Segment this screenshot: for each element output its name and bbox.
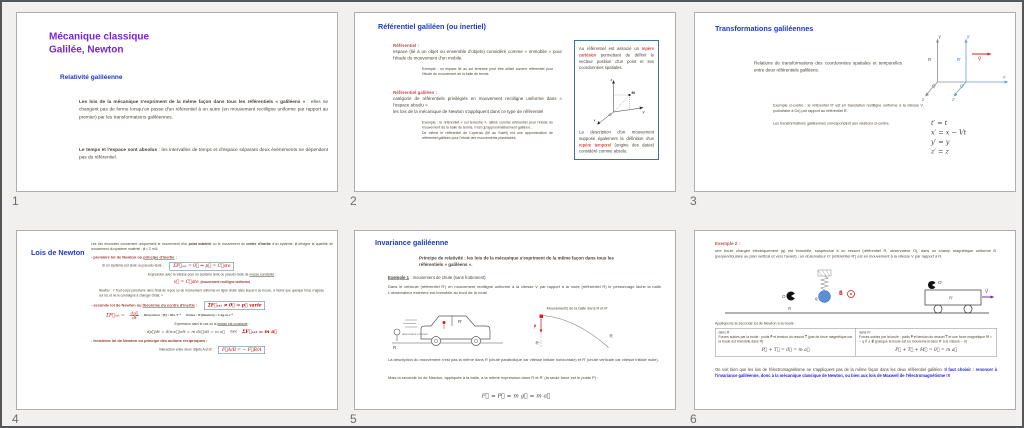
text-run: : xyxy=(174,255,177,260)
slide-number-4: 4 xyxy=(12,412,19,426)
column-header-r-prime: dans R' xyxy=(859,331,871,335)
slide-thumbnail-5[interactable] xyxy=(354,230,676,410)
equation-in-r: P⃗ + T⃗ = 0⃗ = m a⃗ xyxy=(761,347,810,353)
repere-temporel-highlight: repère temporel xyxy=(579,142,612,148)
repere-cartesien-highlight: repère cartésien xyxy=(579,46,654,58)
text-run: : elles ne changent pas de forme lorsqu'on passe d'un référentiel à un autre (en mouvement rectiligne uniforme par rapport au premier) par les transformations galiléennes. xyxy=(79,99,328,120)
slide-number-2: 2 xyxy=(350,194,357,208)
first-law-heading xyxy=(91,255,333,260)
second-law-heading xyxy=(91,301,333,309)
column-header-r: dans R xyxy=(718,331,730,335)
origin-o-label: O xyxy=(932,83,936,89)
point-materiel-bold: point matériel xyxy=(188,242,212,246)
example1-description: Dans le véhicule (référentiel R') en mouvement rectiligne uniforme à la vitesse V par rapport à la route (référentiel R) le personnage lâche la balle. L'observateur extérieur est immobile au bord de la route xyxy=(388,284,662,295)
slide1-content xyxy=(17,13,338,192)
fraction-denominator: dt xyxy=(132,315,137,320)
equation-in-r-prime: P⃗ + T⃗ + M⃗ = 0⃗ = m a⃗ xyxy=(895,347,958,353)
slide3-content xyxy=(695,13,1016,192)
observer-o-label: O xyxy=(782,294,786,299)
text-run: : xyxy=(194,302,198,308)
title-line-1: Mécanique classique xyxy=(49,31,150,42)
units-text: Unités : N (Newton) = 1 kg.m.s⁻² xyxy=(185,313,234,318)
equation-z: z′ = z xyxy=(931,147,949,156)
text-run: Exemple : le référentiel « sol terrestre », utilisé comme référentiel pour l'étude du mouvement de la balle de tennis, n'est qu'approximativement galiléen... xyxy=(422,121,553,130)
charged-ball-experiment-icon xyxy=(715,268,996,319)
text-run: : les intervalles de temps et d'espace séparant deux événements ne dépendent pas du référentiel. xyxy=(79,147,328,161)
text-run: (origine des dates) considéré comme absolu. xyxy=(579,142,654,154)
slide-thumbnail-6[interactable] xyxy=(694,230,1016,410)
slide1-paragraph-2 xyxy=(79,146,328,161)
text-run: La description d'un mouvement suppose également la définition d'un xyxy=(579,129,654,141)
slide-number-1: 1 xyxy=(12,194,19,208)
text-run: - seconde loi de Newton ou xyxy=(91,302,143,308)
conclusion-paragraph xyxy=(715,367,997,379)
second-law-result: ΣF⃗ₑₓₜ = m a⃗ xyxy=(242,328,278,335)
first-law-formula: ΣF⃗ₑₓₜ = 0⃗ ⇒ p⃗ = C⃗ste xyxy=(170,262,234,270)
observer-label: observateur extérieur xyxy=(402,333,428,336)
text-run: Expression avec la vitesse pour un système isolé ou pseudo-isolé de xyxy=(147,272,250,277)
galilean-frames-diagram-icon xyxy=(910,32,1012,112)
example1-heading xyxy=(388,275,486,280)
newton-second-law-paragraph: Mais la seconde loi de Newton, appliquée à la balle, a la même expression dans R et R' (la seule force est le poids P) : xyxy=(388,375,599,380)
slide3-paragraph-2 xyxy=(773,103,923,133)
origin-label: O xyxy=(608,112,612,117)
axis-y-label: y xyxy=(642,109,645,114)
first-law-row xyxy=(102,262,333,270)
masse-constante-underline: masse constante xyxy=(249,272,275,277)
text-run: ou le mouvement du xyxy=(211,242,247,246)
forces-in-r-prime-text: Forces subies par la boule : poids P⃗ et tension du ressort T⃗ et une force magnétique M⃗ = − q V⃗ ∧ B⃗ (puisque la boule est en mouvement dans R' à la vitesse − V) xyxy=(859,335,992,344)
text-run: permettant de définir le vecteur position d'un point et ses coordonnées spatiales. xyxy=(579,52,654,71)
title-line-2: Galilée, Newton xyxy=(49,44,124,55)
equation-t: t′ = t xyxy=(931,119,948,127)
dp-dt-fraction xyxy=(130,311,140,320)
galilean-transform-equations xyxy=(931,119,966,157)
presentation-title xyxy=(49,30,149,56)
frame-r-label: R xyxy=(788,306,792,311)
third-law-heading: - troisième loi de Newton ou principe des actions réciproques : xyxy=(91,338,208,343)
road-frame-label: R xyxy=(393,345,397,350)
first-law-velocity-line xyxy=(91,279,333,285)
bold-lead: Le temps et l'espace sont absolus xyxy=(79,147,158,153)
z-prime-axis-label: z′ xyxy=(952,97,956,102)
first-law-condition: Si un système est isolé ou pseudo-isolé : xyxy=(102,264,164,268)
derivation-text: dp⃗/dt = d(mv⃗)/dt = m dv⃗/dt = m a⃗ xyxy=(146,329,225,334)
referentiel-text: espace (lié à un objet ou ensemble d'objets) considéré comme « immobile » pour l'étude du mouvement d'un mobile. xyxy=(393,49,562,61)
relations-text: Les transformations galiléennes correspondent aux relations ci-contre. xyxy=(773,120,890,126)
masse-est-constante-underline: masse est constante xyxy=(217,322,248,327)
second-law-formula: ΣF⃗ₑₓₜ ≠ 0⃗ ⇒ p⃗ varie xyxy=(204,301,265,309)
centre-inertie-bold: centre d'inertie xyxy=(246,242,271,246)
slide-thumbnail-1[interactable] xyxy=(16,12,338,192)
slide6-content xyxy=(695,231,1016,410)
equation-x: x′ = x − Vt xyxy=(931,128,967,137)
parabola-frame-label: R xyxy=(609,333,613,339)
axis-z-label: z xyxy=(610,77,613,82)
second-law-expression-note xyxy=(91,322,333,327)
text-run: - première loi de Newton ou xyxy=(91,255,144,260)
text-run: d'un système. p⃗ désigne la quantité de mouvement du système matériel : p⃗ = Σ mᵢv⃗ᵢ xyxy=(91,242,333,251)
invariance-formula: F⃗ = P⃗ = m g⃗ = m a⃗ xyxy=(481,392,551,399)
slide-cell-3 xyxy=(690,12,1016,208)
observer-o-prime-label: O′ xyxy=(938,280,943,285)
slide-number-5: 5 xyxy=(350,412,357,426)
repere-temporel-paragraph xyxy=(579,129,654,155)
slide-thumbnail-2[interactable] xyxy=(354,12,676,192)
frame-r-prime-label: R′ xyxy=(957,57,962,62)
frame-r-label: R xyxy=(928,57,932,62)
slide5-content xyxy=(355,231,676,410)
slide-number-3: 3 xyxy=(690,194,697,208)
fraction-numerator: dp⃗ xyxy=(130,310,139,316)
dimension-text: Dimension : [F] = M.L.T⁻² xyxy=(144,313,181,318)
trajectories-caption: Mouvements de la balle dans R et R' xyxy=(546,306,608,311)
example-text: Exemple ci-contre : le référentiel R' est en translation rectiligne uniforme à la vitesse V (colinéaire à Ox) par rapport au référentiel R. xyxy=(773,103,923,113)
table-cell-frame-r xyxy=(716,329,857,356)
z-axis-label: z xyxy=(922,97,925,102)
slide2-left-column xyxy=(393,43,562,141)
slide3-paragraph-1: Relations de transformations des coordonnées spatiales et temporelles entre deux référentiels galiléens. xyxy=(754,60,902,73)
example1-diagrams xyxy=(388,306,662,355)
text-run: De même le référentiel de Copernic (lié au Soleil) est une approximation de référentiel galiléen pour l'étude des mouvements planétaires. xyxy=(422,131,553,140)
trajectories-block xyxy=(529,306,627,355)
third-law-row xyxy=(91,346,333,354)
origin-o-prime-label: O′ xyxy=(960,83,965,89)
slide-thumbnail-4[interactable] xyxy=(16,230,338,410)
apply-second-law-text: Appliquons la seconde loi de Newton à la boule : xyxy=(715,321,796,326)
car-sketch-icon xyxy=(388,306,506,351)
slide2-title: Référentiel galiléen (ou inertiel) xyxy=(378,23,486,31)
slide5-title: Invariance galiléenne xyxy=(375,239,449,247)
conclusion-lead: On voit bien que les lois de l'électromagnétisme ne s'appliquent pas de la même façon dans les deux référentiel galiléen. xyxy=(715,367,945,372)
text-run: : xyxy=(274,272,277,277)
conclusion-choice-highlight: Il faut choisir : renoncer à l'invariance galiléenne, donc à la mécanique classique de Newton, ou bien aux lois de Maxwell de l'électromagnétisme !!! xyxy=(715,367,997,378)
y-prime-axis-label: y′ xyxy=(967,34,971,39)
relativity-principle: Principe de relativité : les lois de la mécanique s'expriment de la même façon dans tous les référentiels « galiléens ». xyxy=(419,255,614,268)
charge-q-label: q xyxy=(815,296,818,301)
y-axis-label: y xyxy=(938,34,941,39)
referentiel-heading: Référentiel : xyxy=(393,43,420,48)
referentiel-galileen-heading: Référentiel galiléen : xyxy=(393,90,438,96)
referentiel-galileen-text-1: catégorie de référentiels privilégiés en mouvement rectiligne uniforme dans « l'espace absolu » xyxy=(393,96,562,108)
text-run: : mouvement de chute (sans frottement) xyxy=(409,275,486,280)
slide1-paragraph-1 xyxy=(79,98,328,121)
slide-cell-5 xyxy=(350,230,676,426)
repere-cartesien-paragraph xyxy=(579,46,654,72)
example2-heading: Exemple 2 : xyxy=(715,241,741,246)
forces-comparison-table xyxy=(715,328,997,356)
donc-text: donc xyxy=(229,329,238,334)
forces-in-r-text: Forces subies par la boule : poids P⃗ et tension du ressort T⃗ (pas de force magnétique car la boule est immobile dans R) xyxy=(718,335,853,344)
laws-intro xyxy=(91,242,333,252)
slide-cell-6 xyxy=(690,230,1016,426)
second-law-equation-row xyxy=(106,311,333,320)
slide2-content xyxy=(355,13,676,192)
point-m-label: M xyxy=(631,90,635,95)
velocity-formula: v⃗ = C⃗ste xyxy=(173,279,199,285)
car-frame-label: R′ xyxy=(458,319,463,324)
x-prime-axis-label: x′ xyxy=(1003,74,1007,80)
velocity-vector-label: V⃗ xyxy=(978,56,982,62)
mru-note: (mouvement rectiligne uniforme) xyxy=(200,280,251,284)
slide4-title: Lois de Newton xyxy=(31,249,85,257)
text-run: : xyxy=(247,322,250,327)
description-paragraph: La description du mouvement n'est pas la même dans R (chute parabolique car vitesse initiale horizontale) et R' (chute verticale car vitesse initiale nulle). xyxy=(388,357,659,362)
principe-inertie-link: principe d'inertie xyxy=(143,255,175,260)
weight-vector-label: P⃗ xyxy=(533,324,537,330)
equation-y: y′ = y xyxy=(931,138,950,146)
newton-quote: Newton : « Tout corps persévère dans l'état de repos ou de mouvement uniforme en ligne droite dans lequel il se trouve, à moins que quelque force n'agisse sur lui, et ne le contraigne à changer d'état. » xyxy=(99,289,324,298)
cart-velocity-label: V⃗ xyxy=(985,289,989,294)
slide1-subtitle: Relativité galiléenne xyxy=(60,73,123,81)
table-cell-frame-r-prime xyxy=(856,329,997,356)
text-run: Expression dans le cas où la xyxy=(174,322,218,327)
referentiel-galileen-text-2: les lois de la mécanique de Newton s'appliquent dans ce type de référentiel xyxy=(393,108,544,114)
slide-cell-4 xyxy=(12,230,338,426)
referentiel-galileen-example xyxy=(422,121,553,141)
slide-number-6: 6 xyxy=(690,412,697,426)
slide3-title: Transformations galiléennes xyxy=(715,25,814,33)
second-law-lhs: ΣF⃗ₑₓₜ = xyxy=(106,313,125,319)
slide4-content xyxy=(17,231,338,410)
frame-r-prime-label: R′ xyxy=(949,295,954,301)
slide-cell-1 xyxy=(12,12,338,208)
repere-info-box xyxy=(574,40,659,160)
text-run: Au référentiel est associé un xyxy=(579,46,642,51)
third-law-condition: Interaction entre deux objets A et B : xyxy=(158,348,214,352)
ball-trajectories-icon xyxy=(529,312,627,353)
second-law-derivation-row xyxy=(91,328,333,335)
example2-description: une boule chargée électriquement (q) est immobile, suspendue à un ressort (référentiel R, observateur O), dans un champ magnétique uniforme B (perpendiculaire au plan vertical et vers l'avant) ; un observateur O' (référentiel R') est en mouvement à la vitesse V par rapport à R. xyxy=(715,248,996,259)
slide4-body xyxy=(91,242,333,354)
first-law-expression-note xyxy=(91,272,333,277)
magnetic-field-label: B⃗ xyxy=(839,291,843,297)
bold-lead: Les lois de la mécanique s'expriment de la même façon dans tous les référentiels « galiléens » xyxy=(79,99,306,105)
slide-cell-2 xyxy=(350,12,676,208)
cartesian-frame-diagram-icon xyxy=(586,74,648,126)
slide-thumbnail-3[interactable] xyxy=(694,12,1016,192)
axis-x-label: x xyxy=(593,117,596,123)
example1-label: Exemple 1 xyxy=(388,275,410,280)
third-law-formula: F⃗A/B = − F⃗B/A xyxy=(218,346,265,354)
referentiel-example: Exemple : un espace lié au sol terrestre peut être utilisé comme référentiel pour l'étude du mouvement de la balle de tennis. xyxy=(422,67,553,77)
theoreme-centre-inertie-link: théorème du centre d'inertie xyxy=(142,302,195,308)
text-run: Les lois énoncées concernent uniquement le mouvement d'un xyxy=(91,242,189,246)
vertical-fall-frame-label: R′ xyxy=(535,340,540,346)
